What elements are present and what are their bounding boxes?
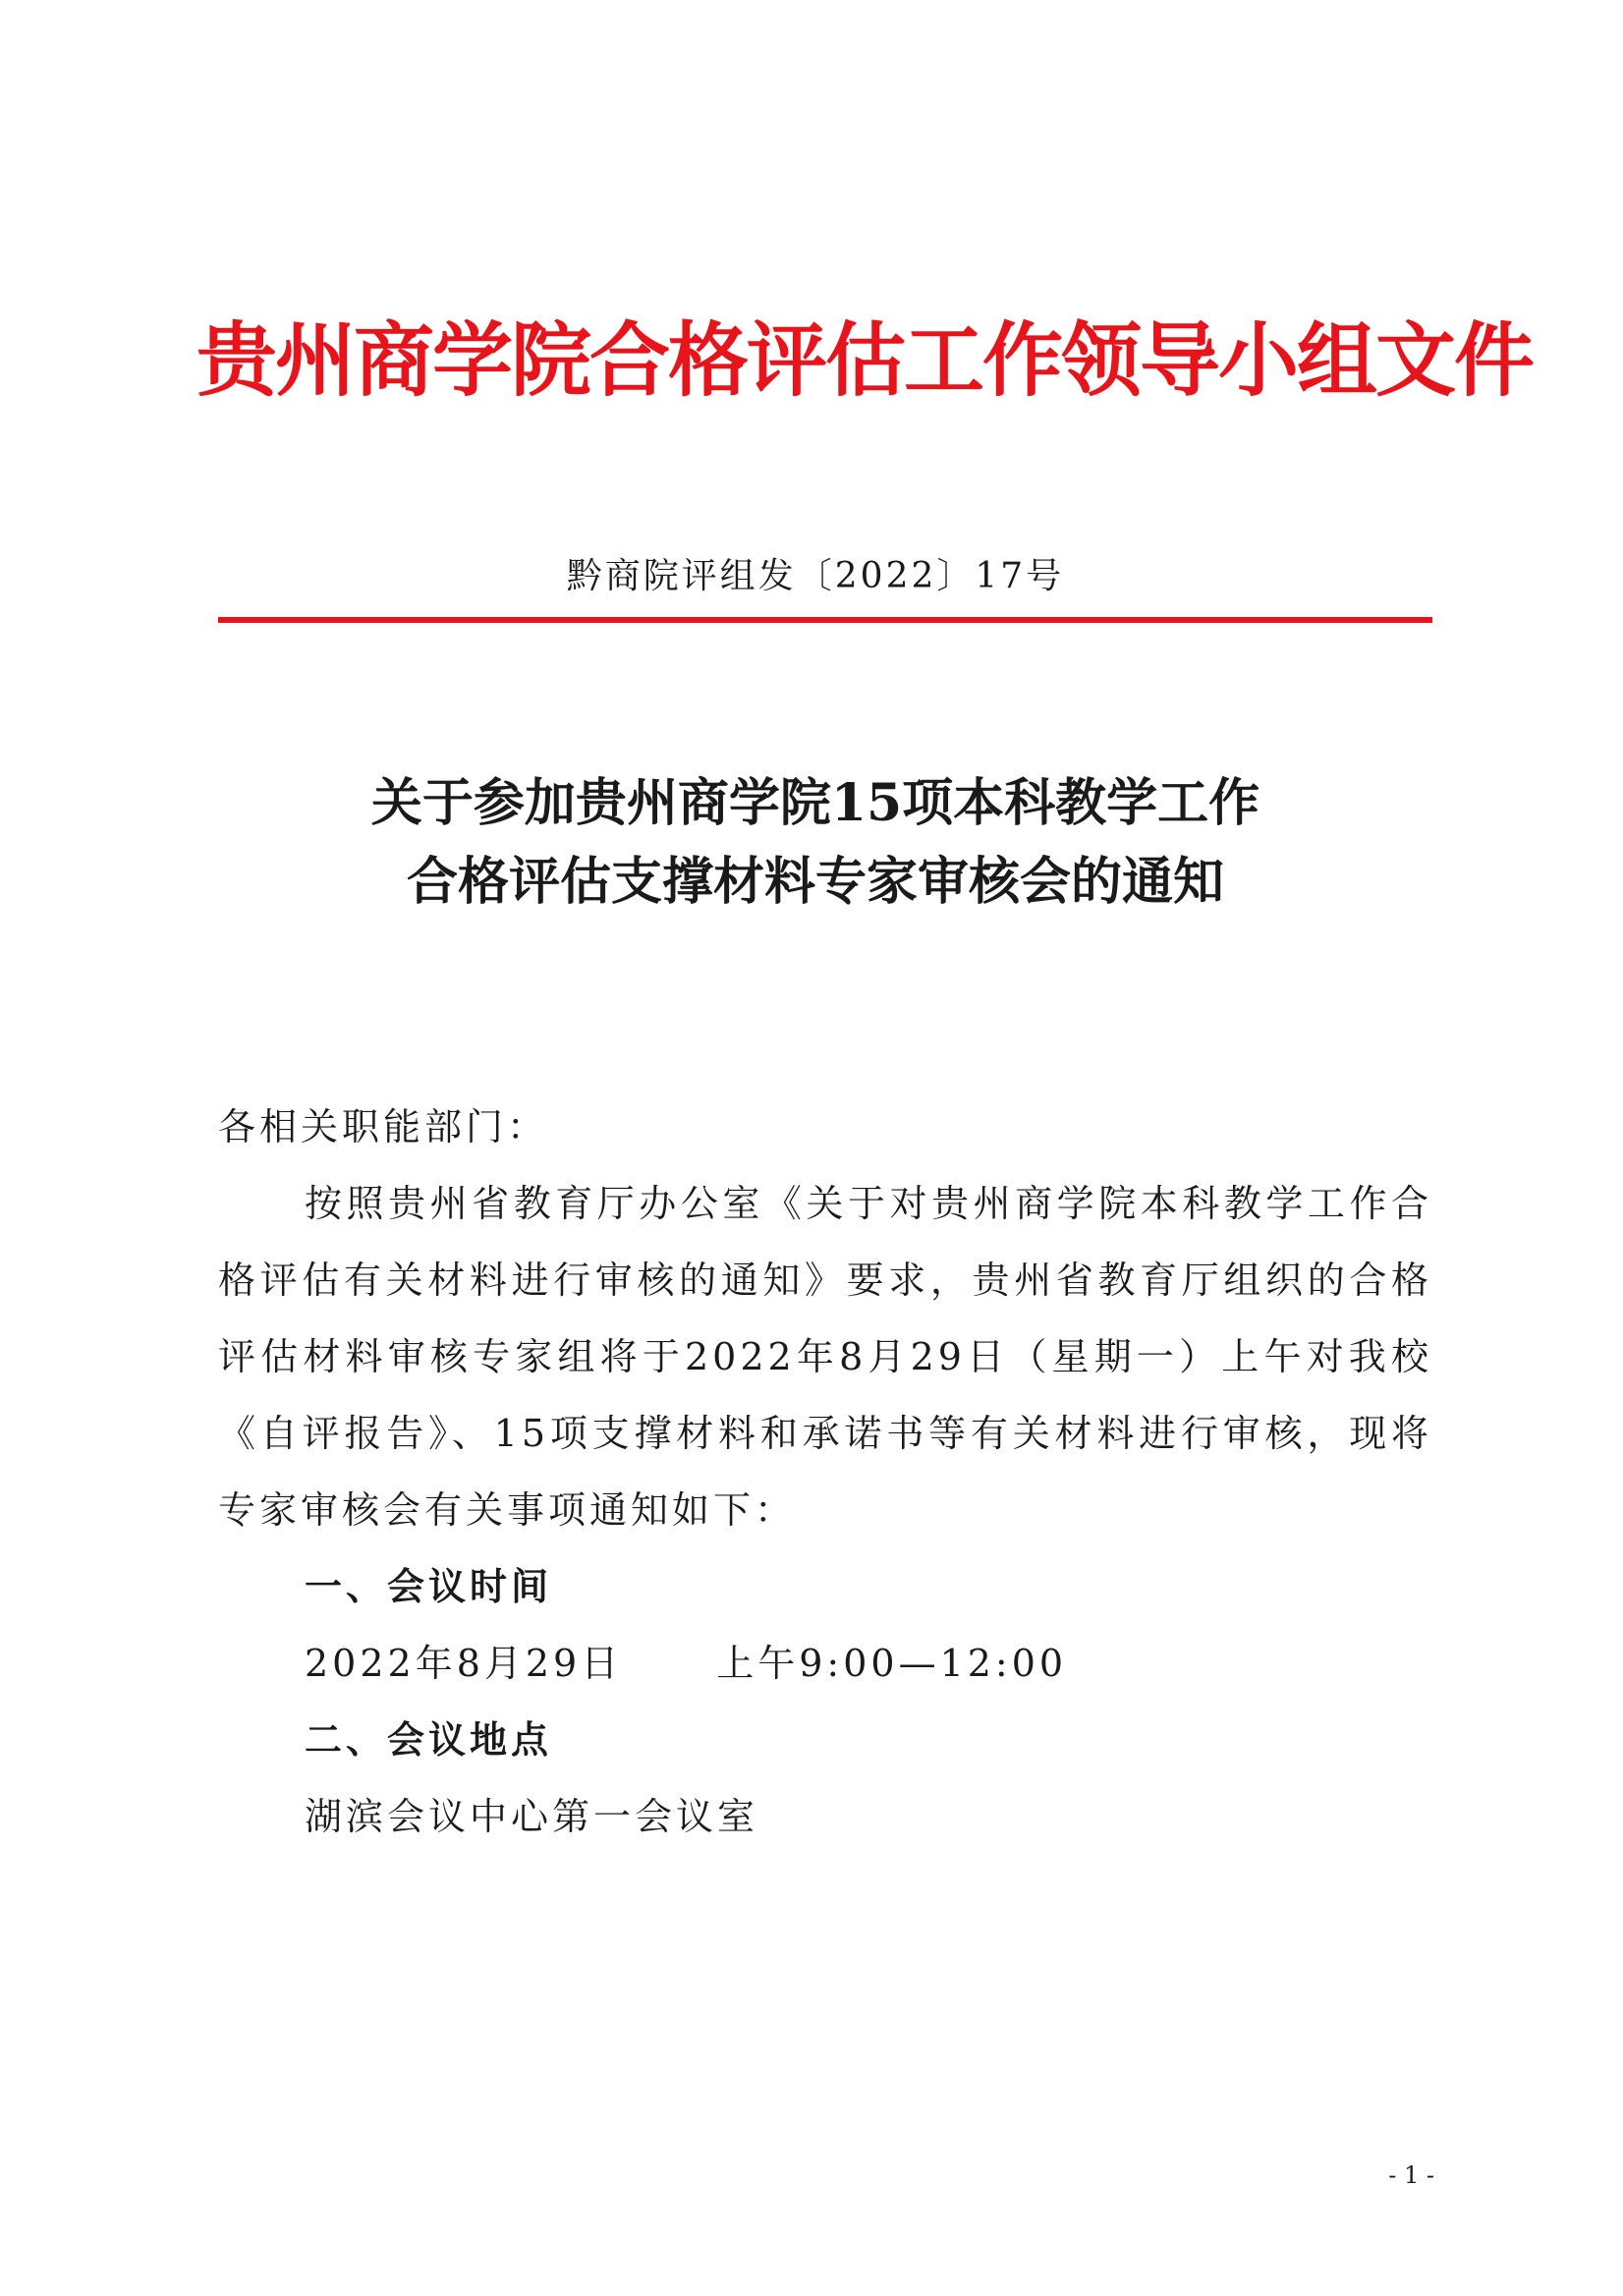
document-number: 黔商院评组发〔2022〕17号 xyxy=(566,556,1065,596)
red-letterhead-title: 贵州商学院合格评估工作领导小组文件 xyxy=(196,313,1534,408)
section-heading-meeting-location: 二、会议地点 xyxy=(305,1718,553,1762)
meeting-time: 上午9:00—12:00 xyxy=(716,1642,1068,1685)
document-body xyxy=(218,1089,1432,1855)
salutation: 各相关职能部门： xyxy=(218,1105,549,1148)
title-line-2: 合格评估支撑材料专家审核会的通知 xyxy=(406,852,1224,912)
meeting-date: 2022年8月29日 xyxy=(305,1642,623,1685)
document-title xyxy=(196,764,1434,922)
red-divider-line xyxy=(218,617,1432,623)
page-number: - 1 - xyxy=(1388,2161,1434,2189)
title-line-1: 关于参加贵州商学院15项本科教学工作 xyxy=(370,773,1260,833)
body-paragraph: 按照贵州省教育厅办公室《关于对贵州商学院本科教学工作合格评估有关材料进行审核的通知》要求，贵州省教育厅组织的合格评估材料审核专家组将于2022年8月29日（星期一）上午对我校《自评报告》、15项支撑材料和承诺书等有关材料进行审核，现将专家审核会有关事项通知如下： xyxy=(218,1182,1432,1532)
meeting-time-line xyxy=(218,1625,1432,1702)
section-heading-meeting-time: 一、会议时间 xyxy=(305,1565,553,1608)
meeting-location: 湖滨会议中心第一会议室 xyxy=(305,1795,759,1838)
